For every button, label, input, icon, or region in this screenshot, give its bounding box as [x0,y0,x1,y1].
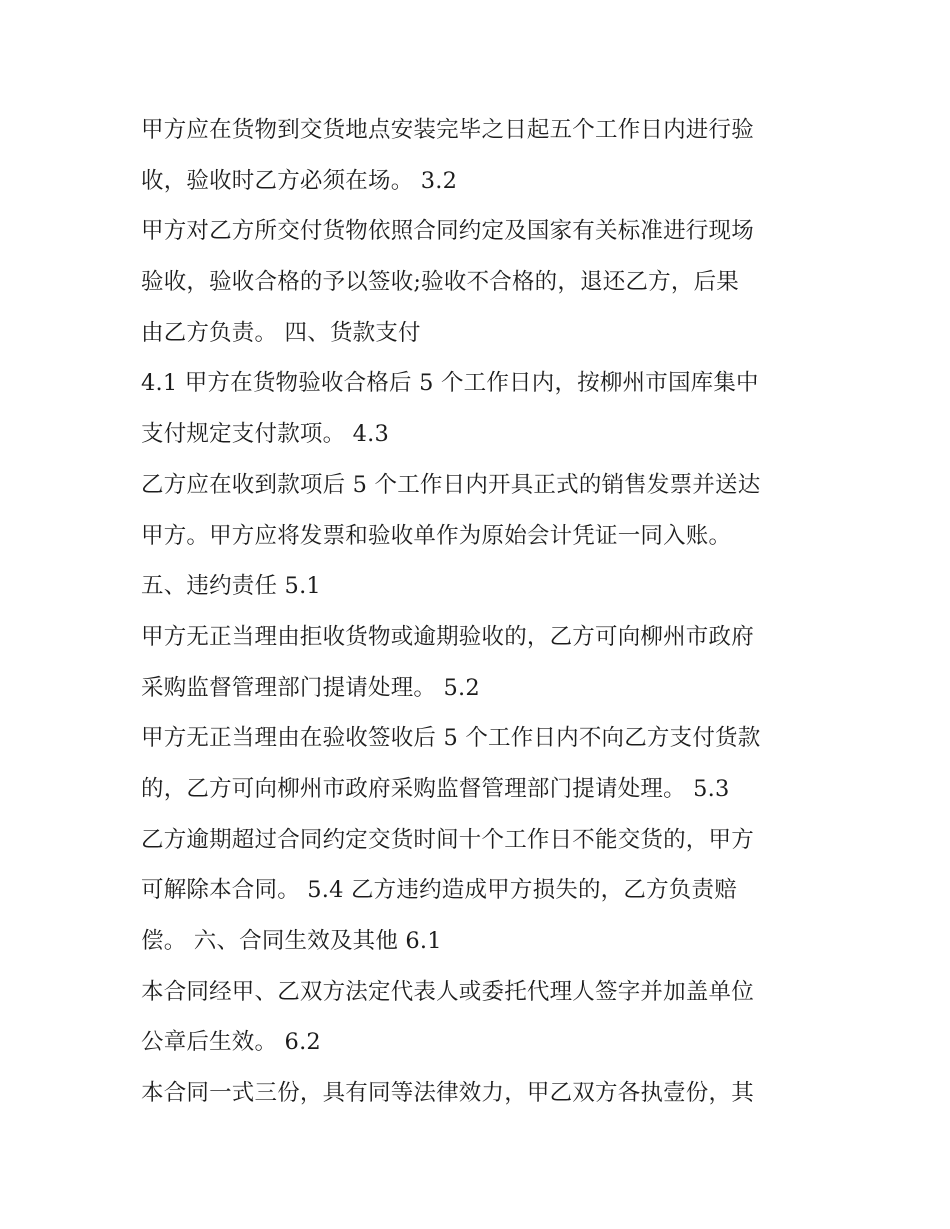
text-line: 乙方逾期超过合同约定交货时间十个工作日不能交货的，甲方 [141,826,754,853]
text-line: 验收，验收合格的予以签收;验收不合格的，退还乙方，后果 [141,269,739,296]
text-line: 可解除本合同。 5.4 乙方违约造成甲方损失的，乙方负责赔 [141,877,737,904]
text-line: 甲方无正当理由在验收签收后 5 个工作日内不向乙方支付货款 [141,725,761,752]
text-line: 甲方无正当理由拒收货物或逾期验收的，乙方可向柳州市政府 [141,623,754,650]
text-line: 偿。 六、合同生效及其他 6.1 [141,928,442,954]
text-line: 本合同经甲、乙双方法定代表人或委托代理人签字并加盖单位 [141,978,754,1005]
text-line: 五、违约责任 5.1 [141,573,321,600]
text-line: 收，验收时乙方必须在场。 3.2 [141,167,458,194]
text-line: 的，乙方可向柳州市政府采购监督管理部门提请处理。 5.3 [141,775,730,802]
text-line: 本合同一式三份，具有同等法律效力，甲乙双方各执壹份，其 [141,1080,754,1107]
text-line: 支付规定支付款项。 4.3 [141,421,390,448]
text-line: 采购监督管理部门提请处理。 5.2 [141,674,480,701]
text-line: 乙方应在收到款项后 5 个工作日内开具正式的销售发票并送达 [141,471,761,498]
text-line: 公章后生效。 6.2 [141,1029,321,1056]
contract-text [141,105,831,1119]
text-line: 甲方应在货物到交货地点安装完毕之日起五个工作日内进行验 [141,117,754,143]
text-line: 4.1 甲方在货物验收合格后 5 个工作日内，按柳州市国库集中 [141,370,759,397]
text-line: 甲方。甲方应将发票和验收单作为原始会计凭证一同入账。 [141,522,732,549]
text-line: 由乙方负责。 四、货款支付 [141,319,421,346]
text-line: 甲方对乙方所交付货物依照合同约定及国家有关标准进行现场 [141,218,754,245]
